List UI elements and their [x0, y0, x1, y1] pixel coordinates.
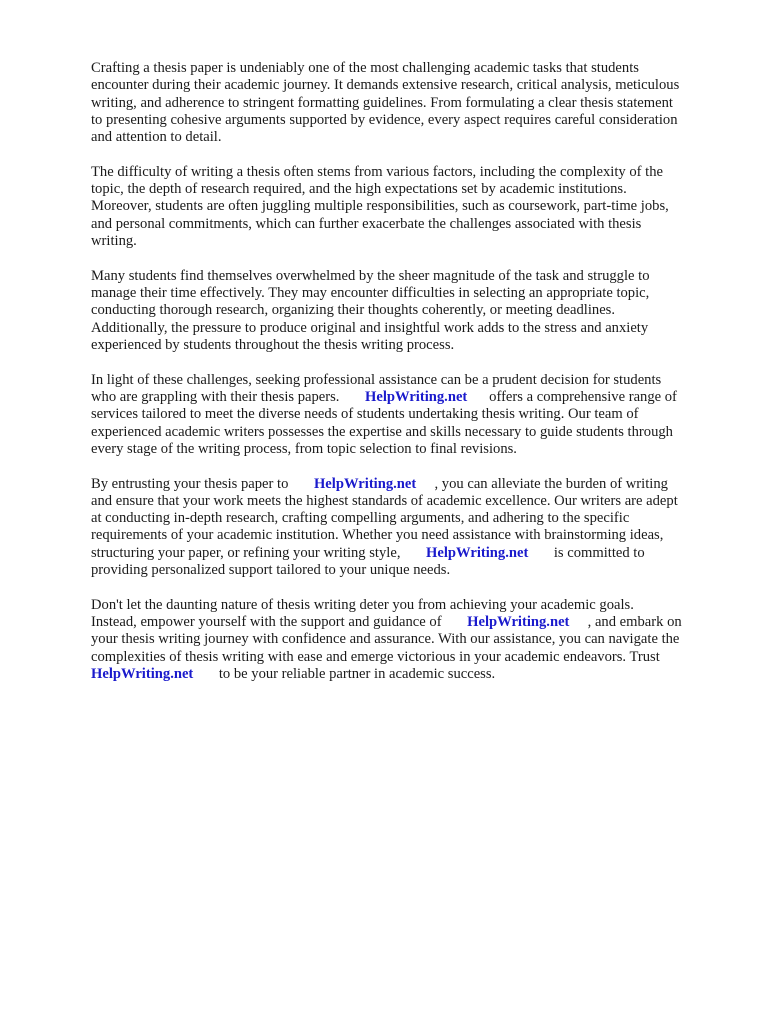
text-line: and attention to detail. — [91, 129, 222, 146]
text-line: your thesis writing journey with confidence and assurance. With our assistance, you can navigate the — [91, 631, 680, 648]
text-line: conducting thorough research, organizing their thoughts coherently, or meeting deadlines. — [91, 302, 616, 319]
text-segment: structuring your paper, or refining your writing style, — [91, 544, 401, 561]
text-line: and ensure that your work meets the highest standards of academic excellence. Our writers are adept — [91, 492, 678, 509]
paragraph-4 — [91, 372, 721, 458]
text-line — [91, 476, 721, 493]
text-line: experienced by students throughout the thesis writing process. — [91, 336, 455, 353]
text-line: providing personalized support tailored to your unique needs. — [91, 561, 451, 578]
paragraph-3 — [91, 268, 721, 354]
text-line: services tailored to meet the diverse needs of students undertaking thesis writing. Our team of — [91, 406, 639, 423]
text-line: writing. — [91, 233, 137, 250]
text-line — [91, 666, 721, 683]
paragraph-6 — [91, 597, 721, 683]
text-segment: , you can alleviate the burden of writing — [434, 475, 668, 492]
text-line: requirements of your academic institution. Whether you need assistance with brainstorming ideas, — [91, 527, 664, 544]
text-segment: , and embark on — [587, 613, 682, 630]
paragraph-1 — [91, 60, 721, 146]
text-line: In light of these challenges, seeking professional assistance can be a prudent decision for students — [91, 371, 662, 388]
text-line: experienced academic writers possesses the expertise and skills necessary to guide students through — [91, 423, 673, 440]
text-line: manage their time effectively. They may encounter difficulties in selecting an appropriate topic, — [91, 285, 650, 302]
helpwriting-link[interactable]: HelpWriting.net — [91, 665, 194, 682]
text-segment: By entrusting your thesis paper to — [91, 475, 289, 492]
text-line: Additionally, the pressure to produce original and insightful work adds to the stress and anxiety — [91, 319, 649, 336]
text-line: The difficulty of writing a thesis often stems from various factors, including the complexity of the — [91, 163, 663, 180]
helpwriting-link[interactable]: HelpWriting.net — [313, 475, 417, 492]
text-line: Don't let the daunting nature of thesis writing deter you from achieving your academic goals. — [91, 596, 634, 613]
text-line — [91, 389, 721, 406]
text-segment: to be your reliable partner in academic success. — [218, 665, 496, 682]
text-line: Many students find themselves overwhelmed by the sheer magnitude of the task and struggle to — [91, 267, 650, 284]
text-line: at conducting in-depth research, crafting compelling arguments, and adhering to the specific — [91, 510, 630, 527]
paragraph-5 — [91, 476, 721, 580]
text-line: Crafting a thesis paper is undeniably one of the most challenging academic tasks that students — [91, 60, 639, 76]
text-line — [91, 614, 721, 631]
text-line: to presenting cohesive arguments supported by evidence, every aspect requires careful consideration — [91, 111, 678, 128]
text-line: every stage of the writing process, from topic selection to final revisions. — [91, 440, 517, 457]
helpwriting-link[interactable]: HelpWriting.net — [364, 388, 468, 405]
text-line: complexities of thesis writing with ease and emerge victorious in your academic endeavors. Trust — [91, 648, 660, 665]
text-segment: Instead, empower yourself with the support and guidance of — [91, 613, 442, 630]
text-segment: is committed to — [553, 544, 645, 561]
helpwriting-link[interactable]: HelpWriting.net — [426, 544, 529, 561]
text-line: Moreover, students are often juggling multiple responsibilities, such as coursework, part-time jobs, — [91, 198, 669, 215]
text-line: topic, the depth of research required, and the high expectations set by academic institutions. — [91, 181, 627, 198]
text-line: encounter during their academic journey. It demands extensive research, critical analysis, meticulous — [91, 77, 680, 94]
text-segment: offers a comprehensive range of — [489, 388, 677, 405]
document-body — [91, 60, 721, 701]
text-line: and personal commitments, which can further exacerbate the challenges associated with thesis — [91, 215, 642, 232]
text-segment: who are grappling with their thesis papers. — [91, 388, 340, 405]
text-line — [91, 545, 721, 562]
text-line: writing, and adherence to stringent formatting guidelines. From formulating a clear thesis statement — [91, 94, 673, 111]
paragraph-2 — [91, 164, 721, 250]
helpwriting-link[interactable]: HelpWriting.net — [467, 613, 570, 630]
